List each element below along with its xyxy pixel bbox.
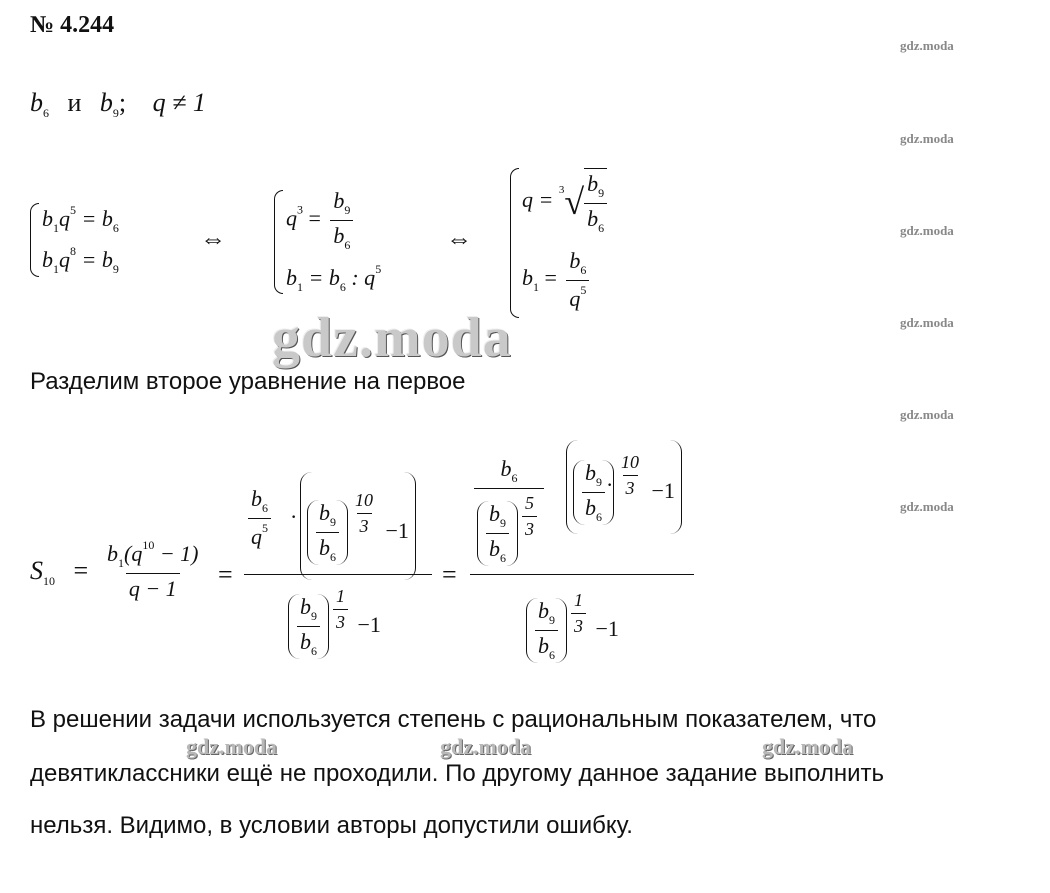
fraction-3-num-a: $b_6$ $\frac{b_9}{b_6}$ $\frac{5}{3}$ (470, 456, 548, 566)
given-line: $b_6$ и $b_9$; q ≠ 1 (30, 88, 206, 120)
watermark: gdz.moda (900, 223, 954, 238)
fraction-1: $\frac{b_1(q^{10} - 1)}{q - 1}$ (107, 538, 199, 601)
system3-row2: $b_1$ = $\frac{b_6}{q^5}$ (522, 248, 593, 312)
equivalence-sign: ⇔ (200, 224, 226, 253)
watermark: gdz.moda (440, 734, 532, 759)
system3-row1: q = $^3$√ $\frac{b_9}{b_6}$ (522, 168, 611, 236)
fraction-3-den: $\frac{b_9}{b_6}$ $\frac{1}{3}$ −1 (526, 590, 619, 663)
system2-row2: $b_1 = b_6$ : $q^5$ (286, 262, 382, 294)
system-brace (274, 190, 283, 294)
watermark: gdz.moda (186, 734, 278, 759)
text-paragraph-line2: девятиклассники ещё не проходили. По другому данное задание выполнить (30, 760, 885, 787)
fraction-2-num-b: $\frac{b_9}{b_6}$ $\frac{10}{3}$ −1 (300, 472, 416, 580)
fraction-2-num-a: $\frac{b_6}{q^5}$ (244, 486, 275, 550)
watermark: gdz.moda (900, 38, 954, 53)
problem-number: № 4.244 (30, 12, 115, 38)
sum-symbol: $S_{10}$ = (30, 556, 89, 588)
dot: · (290, 504, 298, 529)
fraction-bar (470, 574, 694, 575)
watermark: gdz.moda (900, 499, 954, 514)
system1-row1: $b_1q^5 = b_6$ (42, 203, 119, 235)
equals-sign: = (442, 560, 457, 589)
equivalence-sign: ⇔ (446, 224, 472, 253)
system-brace (510, 168, 519, 318)
text-divide: Разделим второе уравнение на первое (30, 368, 466, 395)
watermark: gdz.moda (762, 734, 854, 759)
dot: · (606, 472, 614, 497)
fraction-2-den: $\frac{b_9}{b_6}$ $\frac{1}{3}$ −1 (288, 586, 381, 659)
watermark: gdz.moda (900, 315, 954, 330)
text-paragraph-line1: В решении задачи используется степень с рациональным показателем, что (30, 706, 877, 733)
system1-row2: $b_1q^8 = b_9$ (42, 244, 119, 276)
watermark-large: gdz.moda (272, 307, 512, 369)
text-paragraph-line3: нельзя. Видимо, в условии авторы допустили ошибку. (30, 812, 633, 839)
watermark: gdz.moda (900, 131, 954, 146)
system2-row1: $q^3$ = $\frac{b_9}{b_6}$ (286, 188, 357, 253)
fraction-3-num-b: $\frac{b_9}{b_6}$ $\frac{10}{3}$ −1 (566, 440, 682, 534)
watermark: gdz.moda (900, 407, 954, 422)
system-brace (30, 203, 39, 277)
equals-sign: = (218, 560, 233, 589)
